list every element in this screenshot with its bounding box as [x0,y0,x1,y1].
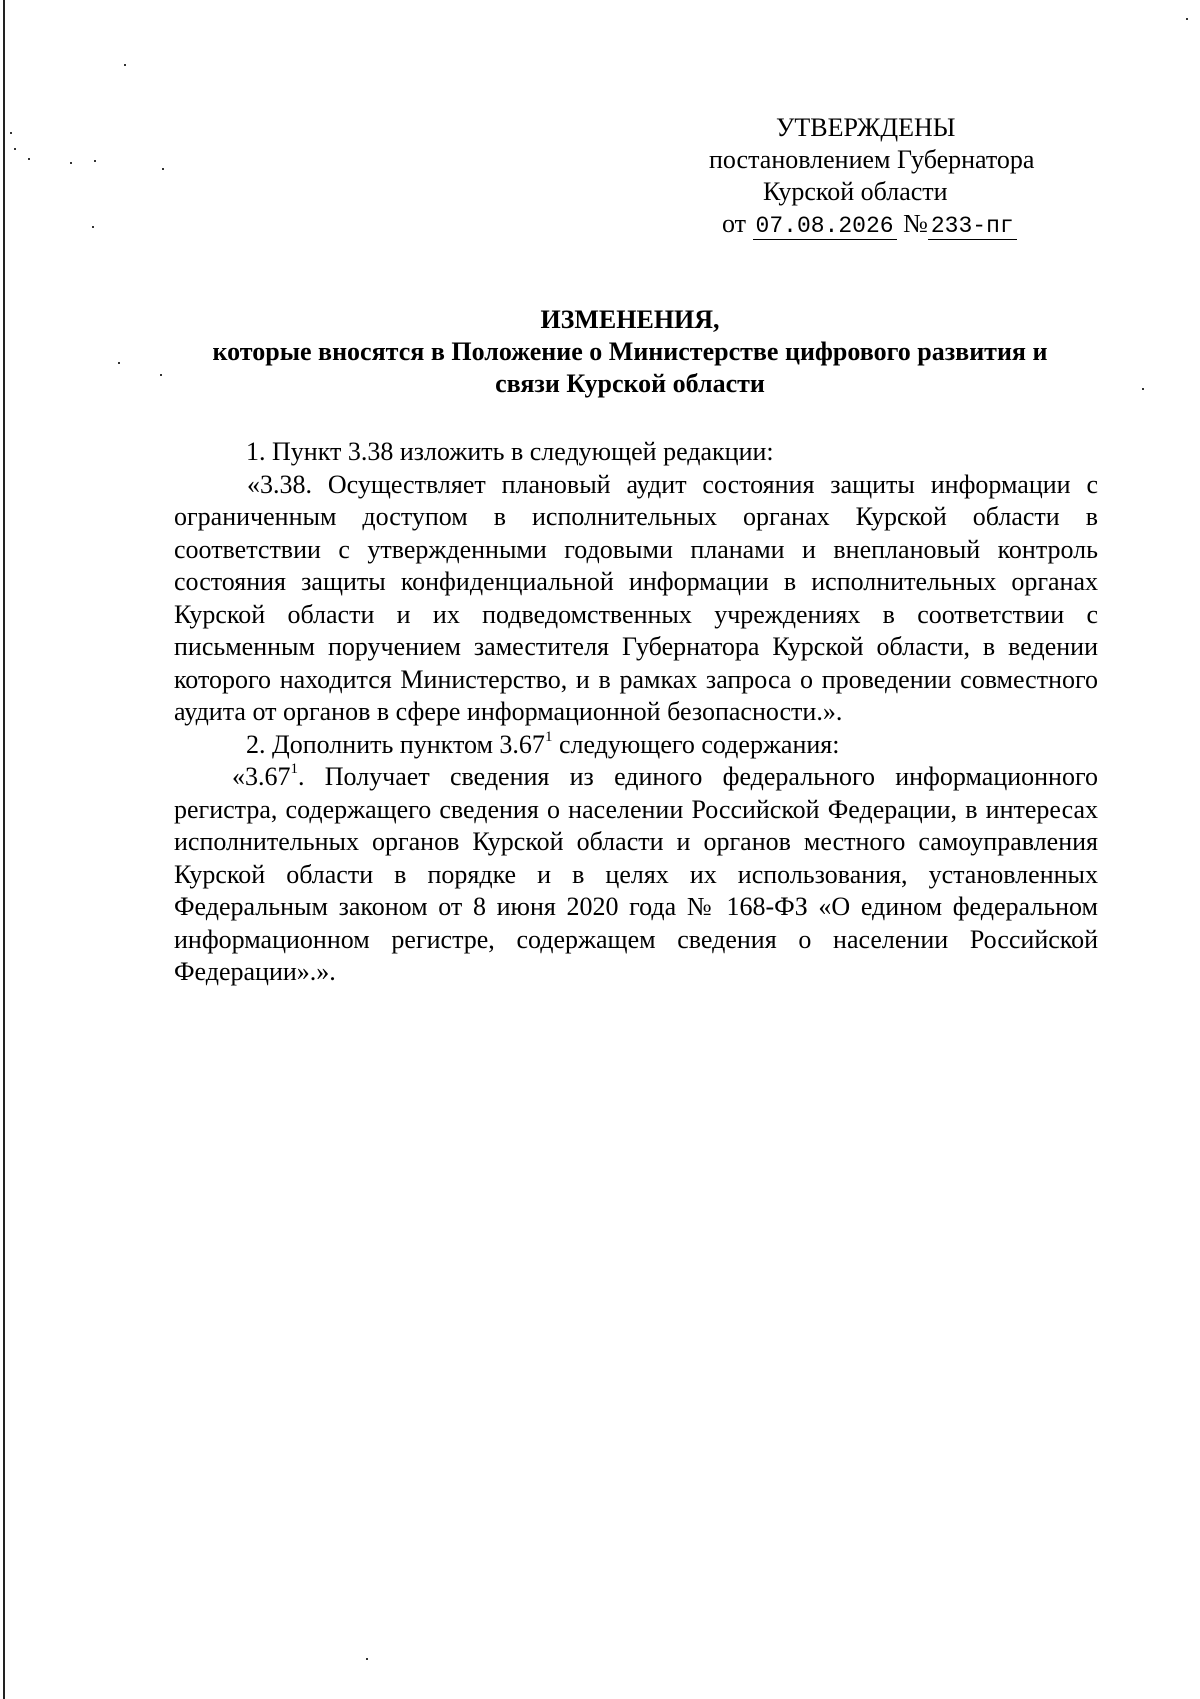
superscript: 1 [544,728,553,745]
scan-artifact [92,226,94,228]
scan-artifact [1142,388,1144,390]
document-heading [170,304,1090,400]
item-2-quote-text: . Получает сведения из единого федерального информационного регистра, содержащего сведения о населении Российской Федерации, в интересах исполнительных органов Курской области и органов местного самоуправления Курской области в порядке и в целях их использования, установленных Федеральным законом от 8 июня 2020 года № 168-ФЗ «О едином федеральном информационном регистре, содержащем сведения о населении Российской Федерации».». [174,762,1098,986]
item-2-quote [174,761,1098,989]
scan-artifact [70,162,72,164]
heading-title: ИЗМЕНЕНИЯ, [540,305,720,334]
scan-artifact [14,148,16,150]
number-sign: № [903,209,928,238]
approval-region: Курской области [763,177,948,206]
decree-date: 07.08.2026 [753,213,897,240]
scan-artifact [28,158,30,160]
item-2-instruction-tail: следующего содержания: [552,729,840,759]
superscript: 1 [290,761,298,778]
approval-date-line [690,208,1090,242]
scan-artifact [94,160,96,162]
item-2-instruction-text: 2. Дополнить пунктом 3.67 [246,729,545,759]
item-2-quote-head: «3.67 [232,762,291,791]
scan-artifact [160,374,162,376]
scan-artifact [162,168,164,170]
date-prefix: от [722,209,747,238]
scan-artifact [124,64,126,66]
item-1-instruction: 1. Пункт 3.38 изложить в следующей редакции: [246,437,774,466]
scan-artifact [1186,18,1188,20]
scan-artifact [10,132,12,134]
approval-stamp [690,112,1090,242]
heading-subtitle-line2: связи Курской области [495,369,765,398]
document-body [174,436,1098,989]
approval-title: УТВЕРЖДЕНЫ [776,113,956,142]
decree-number: 233-пг [928,213,1017,240]
heading-subtitle-line1: которые вносятся в Положение о Министерстве цифрового развития и [212,337,1048,366]
approval-decree: постановлением Губернатора [709,145,1035,174]
item-2-instruction [174,729,1098,762]
scan-left-edge [3,0,5,1699]
scan-artifact [118,362,120,364]
scan-artifact [366,1658,368,1660]
item-1-quote: «3.38. Осуществляет плановый аудит состояния защиты информации с ограниченным доступом в исполнительных органах Курской области в соответствии с утвержденными годовыми планами и внеплановый контроль состояния защиты конфиденциальной информации в исполнительных органах Курской области и их подведомственных учреждениях в соответствии с письменным поручением заместителя Губернатора Курской области, в ведении которого находится Министерство, и в рамках запроса о проведении совместного аудита от органов в сфере информационной безопасности.». [174,469,1098,726]
